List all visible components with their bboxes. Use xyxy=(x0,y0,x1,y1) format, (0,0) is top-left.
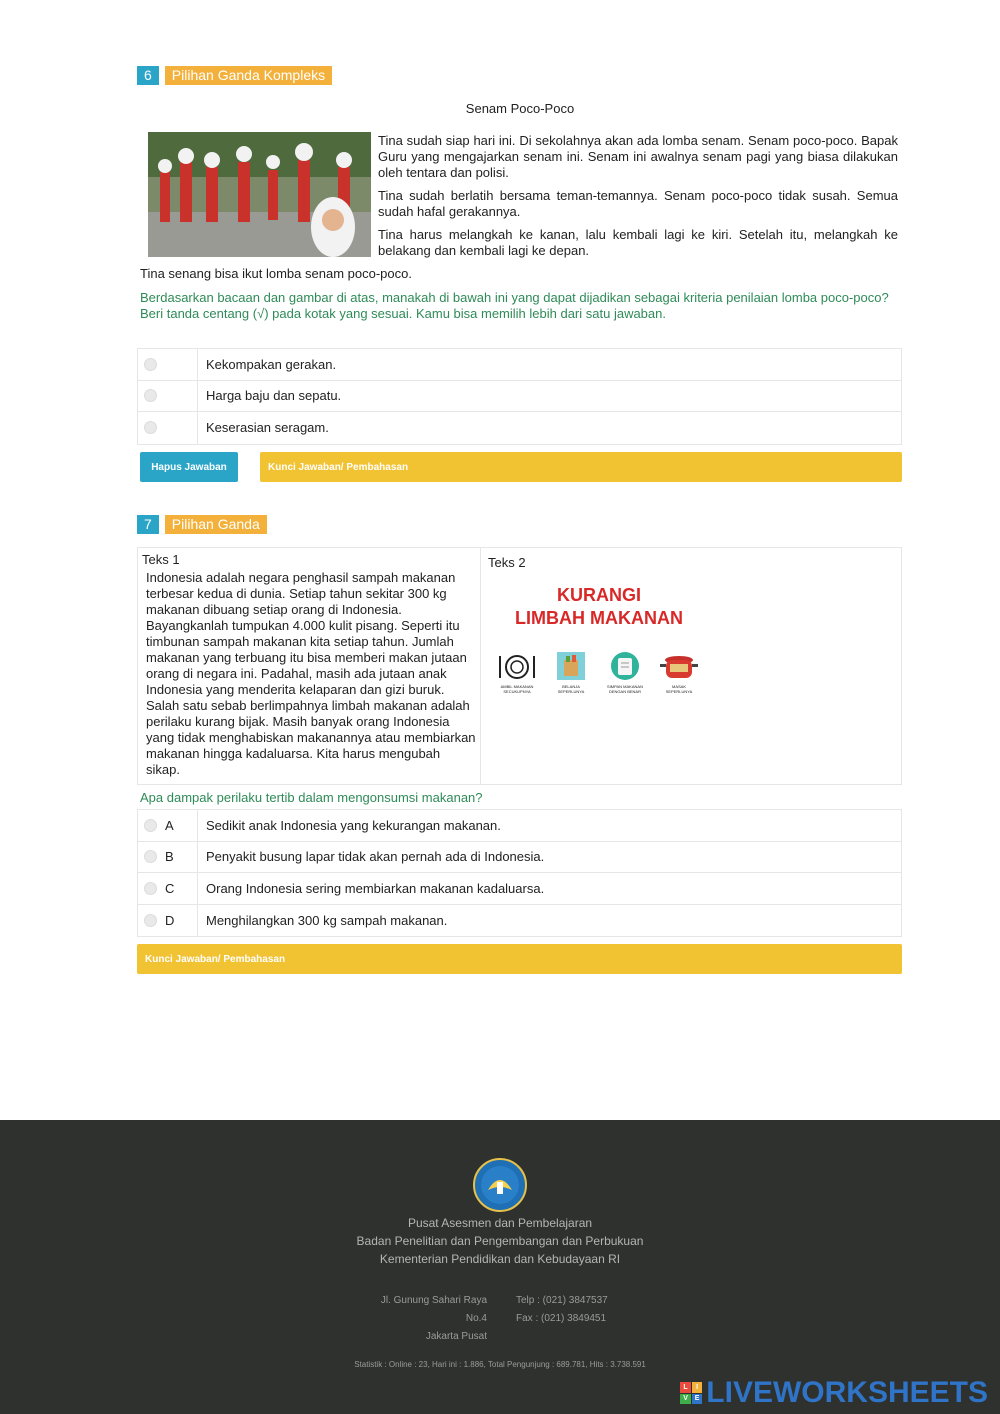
q6-options xyxy=(137,348,902,445)
option-row[interactable] xyxy=(138,412,901,444)
option-radio[interactable] xyxy=(144,358,157,371)
liveworksheets-logo[interactable] xyxy=(680,1376,988,1410)
fax-number: Fax : (021) 3849451 xyxy=(516,1313,607,1324)
cooking-pot-icon xyxy=(659,652,699,694)
liveworksheets-brand: LIVEWORKSHEETS xyxy=(706,1376,988,1409)
option-row[interactable] xyxy=(138,842,901,874)
question-type-badge: Pilihan Ganda xyxy=(165,515,267,534)
ministry-logo-icon xyxy=(473,1158,527,1212)
visitor-statistics: Statistik : Online : 23, Hari ini : 1.886, Total Pengunjung : 689.781, Hits : 3.738.591 xyxy=(354,1360,646,1369)
passage-text xyxy=(378,133,898,266)
passage-title: Senam Poco-Poco xyxy=(465,101,575,116)
reading-texts xyxy=(137,547,902,785)
passage-closing: Tina senang bisa ikut lomba senam poco-poco. xyxy=(140,266,412,281)
option-letter: C xyxy=(165,880,175,896)
students-dancing-photo xyxy=(148,132,371,257)
option-text: Menghilangkan 300 kg sampah makanan. xyxy=(206,912,448,928)
option-letter: D xyxy=(165,912,175,928)
contact xyxy=(516,1292,608,1328)
option-radio[interactable] xyxy=(144,819,157,832)
text-2-panel xyxy=(481,548,901,784)
icon-caption: BELANJA SEPERLUNYA xyxy=(557,684,585,694)
option-radio[interactable] xyxy=(144,389,157,402)
option-row[interactable] xyxy=(138,381,901,413)
poster-title-line: LIMBAH MAKANAN xyxy=(515,608,683,628)
organization-line: Pusat Asesmen dan Pembelajaran xyxy=(407,1216,593,1230)
option-text: Orang Indonesia sering membiarkan makanan kadaluarsa. xyxy=(206,880,545,896)
option-letter: A xyxy=(165,817,174,833)
organization-info xyxy=(0,1214,1000,1268)
site-footer xyxy=(0,1120,1000,1414)
poster-icons xyxy=(497,652,699,694)
option-text: Sedikit anak Indonesia yang kekurangan makanan. xyxy=(206,817,501,833)
poster-title xyxy=(489,584,709,630)
question-instruction: Berdasarkan bacaan dan gambar di atas, manakah di bawah ini yang dapat dijadikan sebagai kriteria penilaian lomba poco-poco? Beri tanda centang (√) pada kotak yang sesuai. Kamu bisa memilih lebih dari satu jawaban. xyxy=(140,290,889,321)
plate-icon xyxy=(497,652,537,694)
icon-caption: SIMPAN MAKANAN DENGAN BENAR xyxy=(607,684,643,694)
icon-caption: AMBIL MAKANAN SECUKUPNYA xyxy=(500,684,534,694)
option-row[interactable] xyxy=(138,873,901,905)
liveworksheets-logo-icon: L I V E xyxy=(680,1382,702,1404)
question-7-header xyxy=(137,515,267,534)
text-2-label: Teks 2 xyxy=(488,555,526,570)
option-row[interactable] xyxy=(138,810,901,842)
option-radio[interactable] xyxy=(144,850,157,863)
option-radio[interactable] xyxy=(144,914,157,927)
text-1-label: Teks 1 xyxy=(142,552,180,567)
passage-paragraph: Tina harus melangkah ke kanan, lalu kembali lagi ke kiri. Setelah itu, melangkah ke belakang dan kembali lagi ke depan. xyxy=(378,227,898,258)
clear-answer-button[interactable]: Hapus Jawaban xyxy=(140,452,238,482)
option-text: Kekompakan gerakan. xyxy=(206,356,337,372)
question-number: 7 xyxy=(137,515,159,534)
text-1-body: Indonesia adalah negara penghasil sampah makanan terbesar kedua di dunia. Setiap tahun sekitar 300 kg makanan dibuang setiap orang di Indonesia. Bayangkanlah tumpukan 4.000 kulit pisang. Seperti itu timbunan sampah makanan kita setiap tahun. Jumlah makanan yang terbuang itu bisa memberi makan jutaan orang di negara ini. Padahal, masih ada jutaan anak Indonesia yang menderita kelaparan dan gizi buruk. Salah satu sebab berlimpahnya limbah makanan adalah perilaku kurang bijak. Masih banyak orang Indonesia yang tidak menghabiskan makanannya atau membiarkan makanan hingga kadaluarsa. Kita harus mengubah sikap. xyxy=(146,570,476,777)
phone-number: Telp : (021) 3847537 xyxy=(516,1295,608,1306)
question-number: 6 xyxy=(137,66,159,85)
passage-paragraph: Tina sudah siap hari ini. Di sekolahnya akan ada lomba senam. Senam poco-poco. Bapak Guru yang mengajarkan senam ini. Senam ini awalnya senam pagi yang biasa dilakukan oleh tentara dan polisi. xyxy=(378,133,898,180)
icon-caption: MASAK SEPERLUNYA xyxy=(665,684,693,694)
answer-key-button[interactable]: Kunci Jawaban/ Pembahasan xyxy=(260,452,902,482)
address-line: Jakarta Pusat xyxy=(425,1331,487,1342)
option-row[interactable] xyxy=(138,349,901,381)
question-6-header xyxy=(137,66,332,85)
option-radio[interactable] xyxy=(144,421,157,434)
option-letter: B xyxy=(165,849,174,865)
option-row[interactable] xyxy=(138,905,901,937)
q7-options xyxy=(137,809,902,937)
shopping-bag-icon xyxy=(551,652,591,694)
poster-title-line: KURANGI xyxy=(557,585,641,605)
organization-line: Kementerian Pendidikan dan Kebudayaan RI xyxy=(379,1252,621,1266)
option-radio[interactable] xyxy=(144,882,157,895)
food-storage-icon xyxy=(605,652,645,694)
address xyxy=(357,1292,487,1346)
option-text: Keserasian seragam. xyxy=(206,420,329,436)
question-prompt: Apa dampak perilaku tertib dalam mengonsumsi makanan? xyxy=(140,790,483,805)
question-type-badge: Pilihan Ganda Kompleks xyxy=(165,66,332,85)
option-text: Penyakit busung lapar tidak akan pernah ada di Indonesia. xyxy=(206,849,545,865)
text-1-panel xyxy=(138,548,481,784)
option-text: Harga baju dan sepatu. xyxy=(206,388,342,404)
passage-paragraph: Tina sudah berlatih bersama teman-temannya. Senam poco-poco tidak susah. Semua sudah hafal gerakannya. xyxy=(378,188,898,219)
address-line: Jl. Gunung Sahari Raya No.4 xyxy=(380,1295,487,1324)
answer-key-button[interactable]: Kunci Jawaban/ Pembahasan xyxy=(137,944,902,974)
organization-line: Badan Penelitian dan Pengembangan dan Perbukuan xyxy=(356,1234,644,1248)
